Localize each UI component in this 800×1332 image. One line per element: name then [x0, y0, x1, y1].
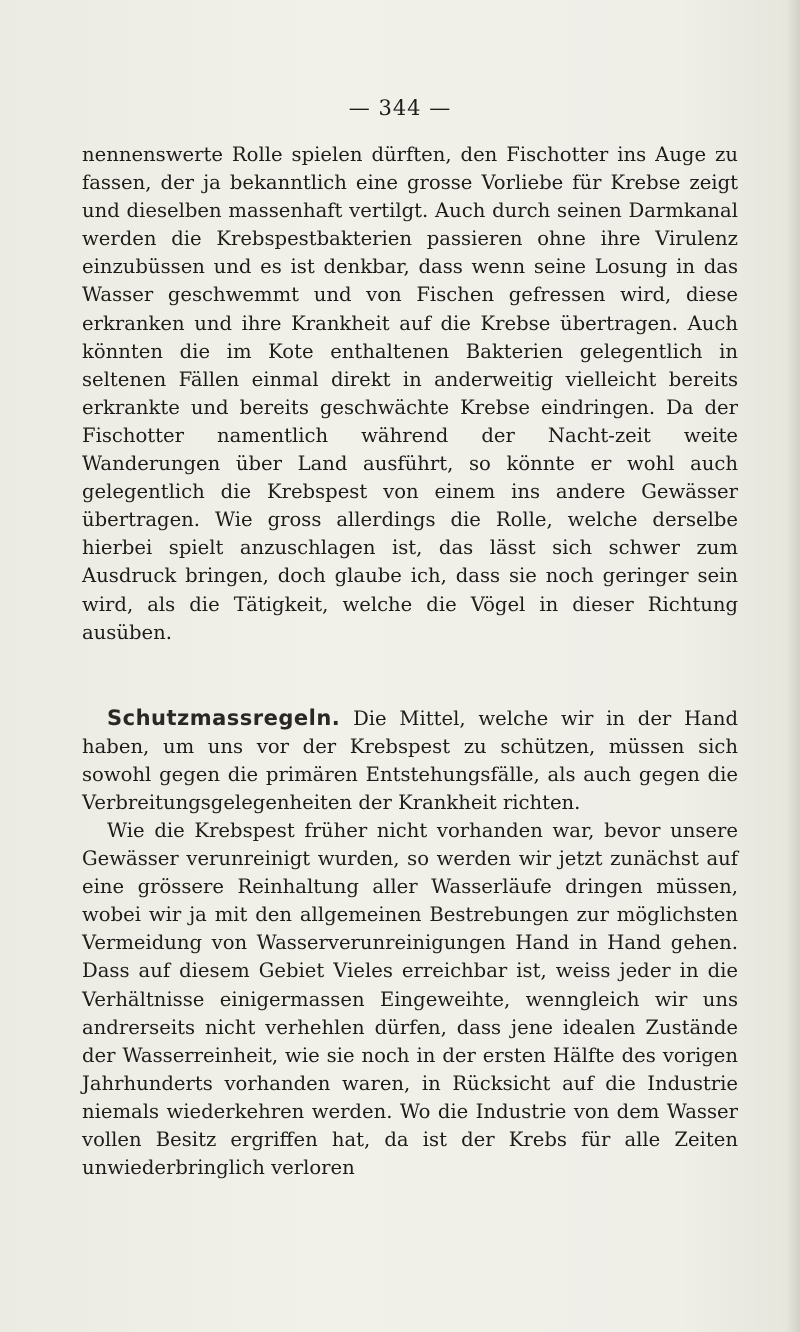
section-heading: Schutzmassregeln. — [107, 706, 341, 730]
page-edge-shadow — [786, 0, 800, 1332]
page-number: — 344 — — [348, 96, 452, 120]
paragraph-text: nennenswerte Rolle spielen dürften, den Fischotter ins Auge zu fassen, der ja bekanntlich eine grosse Vorliebe für Krebse zeigt und dieselben massenhaft vertilgt. Auch durch seinen Darmkanal werden die Krebspestbakterien passieren ohne ihre Virulenz einzubüssen und es ist denkbar, dass wenn seine Losung in das Wasser geschwemmt und von Fischen gefressen wird, diese erkranken und ihre Krankheit auf die Krebse übertragen. Auch könnten die im Kote enthaltenen Bakterien gelegentlich in seltenen Fällen einmal direkt in anderweitig vielleicht bereits erkrankte und bereits geschwächte Krebse eindringen. Da der Fischotter namentlich während der Nacht-zeit weite Wanderungen über Land ausführt, so könnte er wohl auch gelegentlich die Krebspest von einem ins andere Gewässer übertragen. Wie gross allerdings die Rolle, welche derselbe hierbei spielt anzuschlagen ist, das lässt sich schwer zum Ausdruck bringen, doch glaube ich, dass sie noch geringer sein wird, als die Tätigkeit, welche die Vögel in dieser Richtung ausüben. — [82, 143, 738, 644]
paragraph-gewaesser — [82, 817, 738, 1182]
paragraph-otter — [82, 141, 738, 647]
paragraph-schutzmassregeln — [82, 704, 738, 817]
paragraph-text: Die Mittel, welche wir in der Hand haben, um uns vor der Krebspest zu schützen, müssen sich sowohl gegen die primären Entstehungsfälle, als auch gegen die Verbreitungsgelegenheiten der Krankheit richten. — [82, 707, 739, 815]
paragraph-text: Wie die Krebspest früher nicht vorhanden war, bevor unsere Gewässer verunreinigt wurden, so werden wir jetzt zunächst auf eine grössere Reinhaltung aller Wasserläufe dringen müssen, wobei wir ja mit den allgemeinen Bestrebungen zur möglichsten Vermeidung von Wasserverunreinigungen Hand in Hand gehen. Dass auf diesem Gebiet Vieles erreichbar ist, weiss jeder in die Verhältnisse einigermassen Eingeweihte, wenngleich wir uns andrerseits nicht verhehlen dürfen, dass jene idealen Zustände der Wasserreinheit, wie sie noch in der ersten Hälfte des vorigen Jahrhunderts vorhanden waren, in Rücksicht auf die Industrie niemals wiederkehren werden. Wo die Industrie von dem Wasser vollen Besitz ergriffen hat, da ist der Krebs für alle Zeiten unwiederbringlich verloren — [82, 819, 738, 1180]
